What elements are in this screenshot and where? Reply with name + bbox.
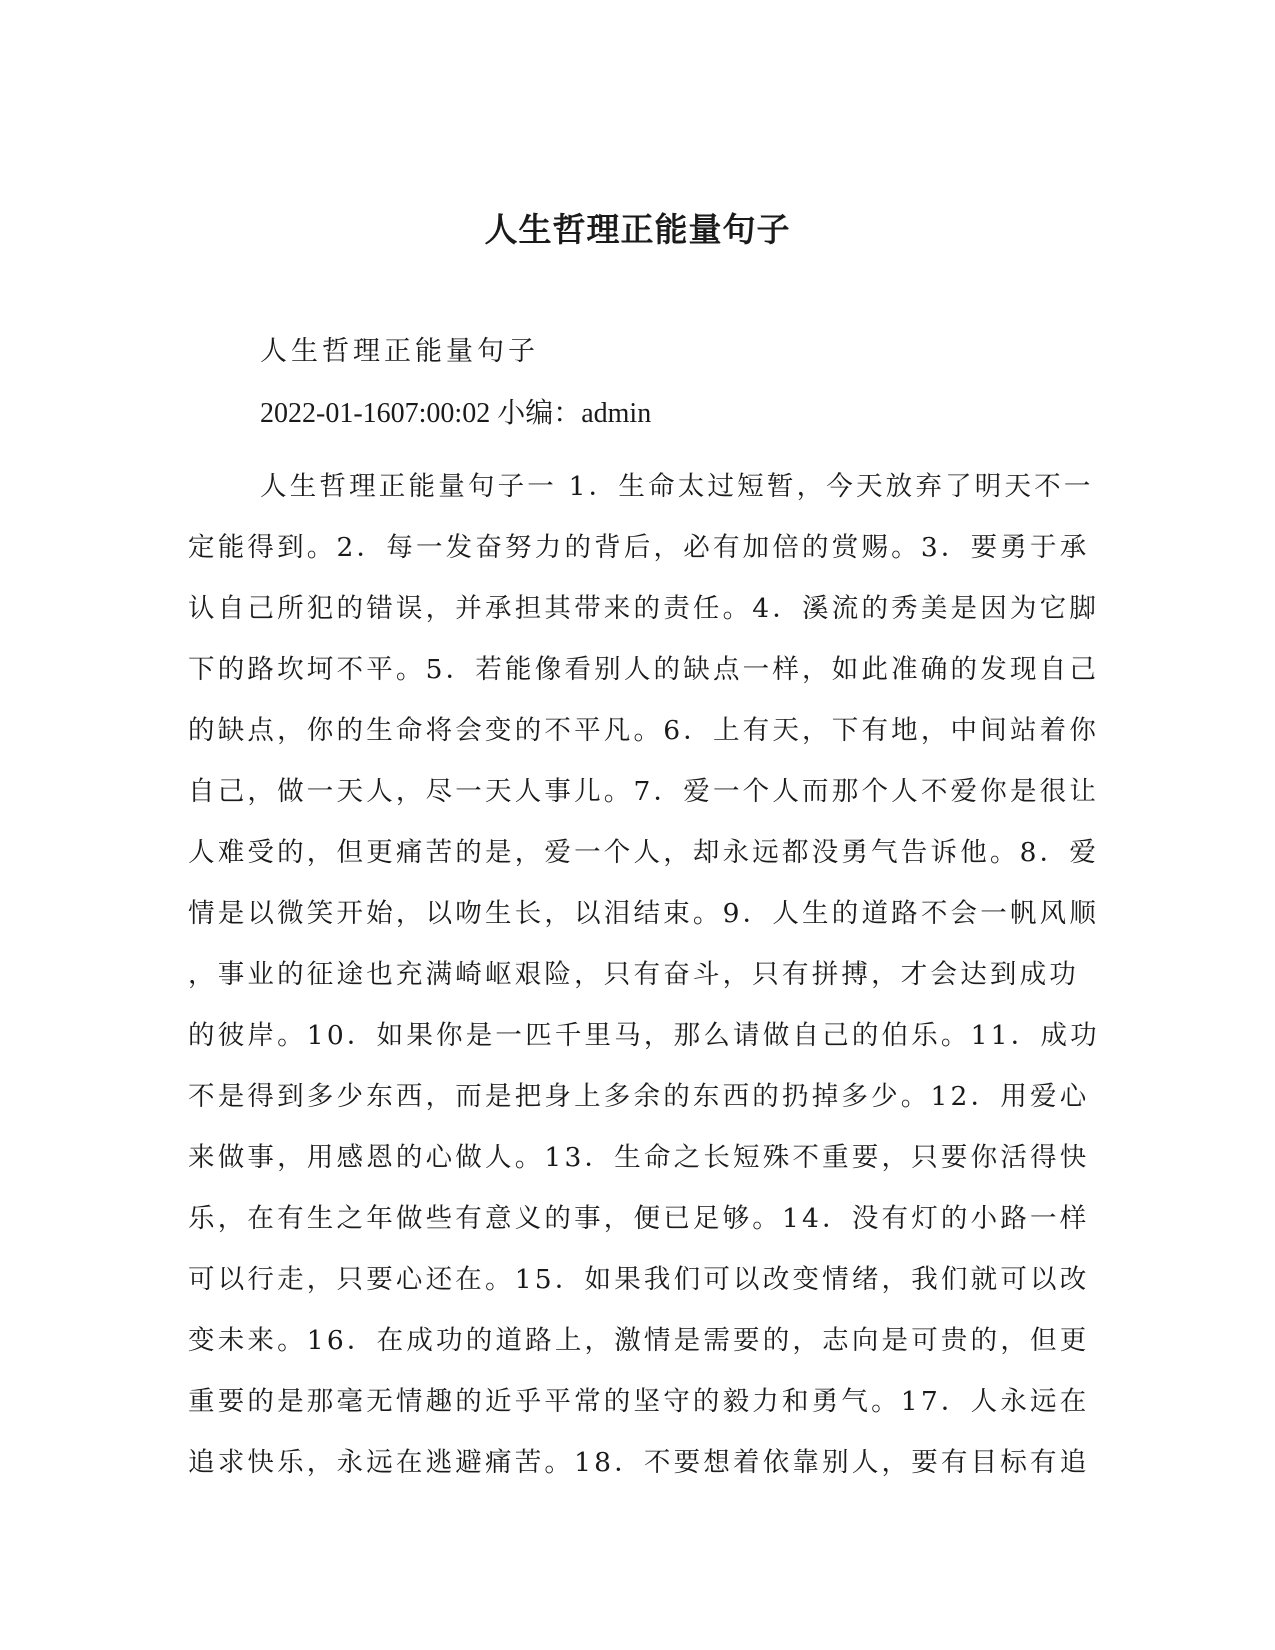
article-subtitle: 人生哲理正能量句子 bbox=[260, 336, 539, 367]
article-body bbox=[188, 456, 1100, 1493]
body-line: 可以行走，只要心还在。15．如果我们可以改变情绪，我们就可以改 bbox=[188, 1264, 1090, 1295]
body-line: 定能得到。2．每一发奋努力的背后，必有加倍的赏赐。3．要勇于承 bbox=[188, 532, 1090, 563]
article-meta: 2022-01-1607:00:02 小编：admin bbox=[260, 398, 652, 429]
document-title: 人生哲理正能量句子 bbox=[484, 210, 791, 249]
body-line: 追求快乐，永远在逃避痛苦。18．不要想着依靠别人，要有目标有追 bbox=[188, 1447, 1090, 1478]
body-line: 不是得到多少东西，而是把身上多余的东西的扔掉多少。12．用爱心 bbox=[188, 1081, 1090, 1112]
body-line: 认自己所犯的错误，并承担其带来的责任。4．溪流的秀美是因为它脚 bbox=[188, 593, 1100, 624]
body-line: 自己，做一天人，尽一天人事儿。7．爱一个人而那个人不爱你是很让 bbox=[188, 776, 1100, 807]
body-line: ，事业的征途也充满崎岖艰险，只有奋斗，只有拼搏，才会达到成功 bbox=[188, 959, 1079, 990]
body-line: 的彼岸。10．如果你是一匹千里马，那么请做自己的伯乐。11．成功 bbox=[188, 1020, 1100, 1051]
body-line: 下的路坎坷不平。5．若能像看别人的缺点一样，如此准确的发现自己 bbox=[188, 654, 1100, 685]
body-line: 的缺点，你的生命将会变的不平凡。6．上有天，下有地，中间站着你 bbox=[188, 715, 1100, 746]
body-line: 情是以微笑开始，以吻生长，以泪结束。9．人生的道路不会一帆风顺 bbox=[188, 898, 1100, 929]
body-line: 重要的是那毫无情趣的近乎平常的坚守的毅力和勇气。17．人永远在 bbox=[188, 1386, 1090, 1417]
body-line: 人难受的，但更痛苦的是，爱一个人，却永远都没勇气告诉他。8．爱 bbox=[188, 837, 1100, 868]
body-line: 人生哲理正能量句子一 1．生命太过短暂，今天放弃了明天不一 bbox=[260, 471, 1094, 502]
body-line: 乐，在有生之年做些有意义的事，便已足够。14．没有灯的小路一样 bbox=[188, 1203, 1090, 1234]
body-line: 来做事，用感恩的心做人。13．生命之长短殊不重要，只要你活得快 bbox=[188, 1142, 1090, 1173]
body-line: 变未来。16．在成功的道路上，激情是需要的，志向是可贵的，但更 bbox=[188, 1325, 1090, 1356]
